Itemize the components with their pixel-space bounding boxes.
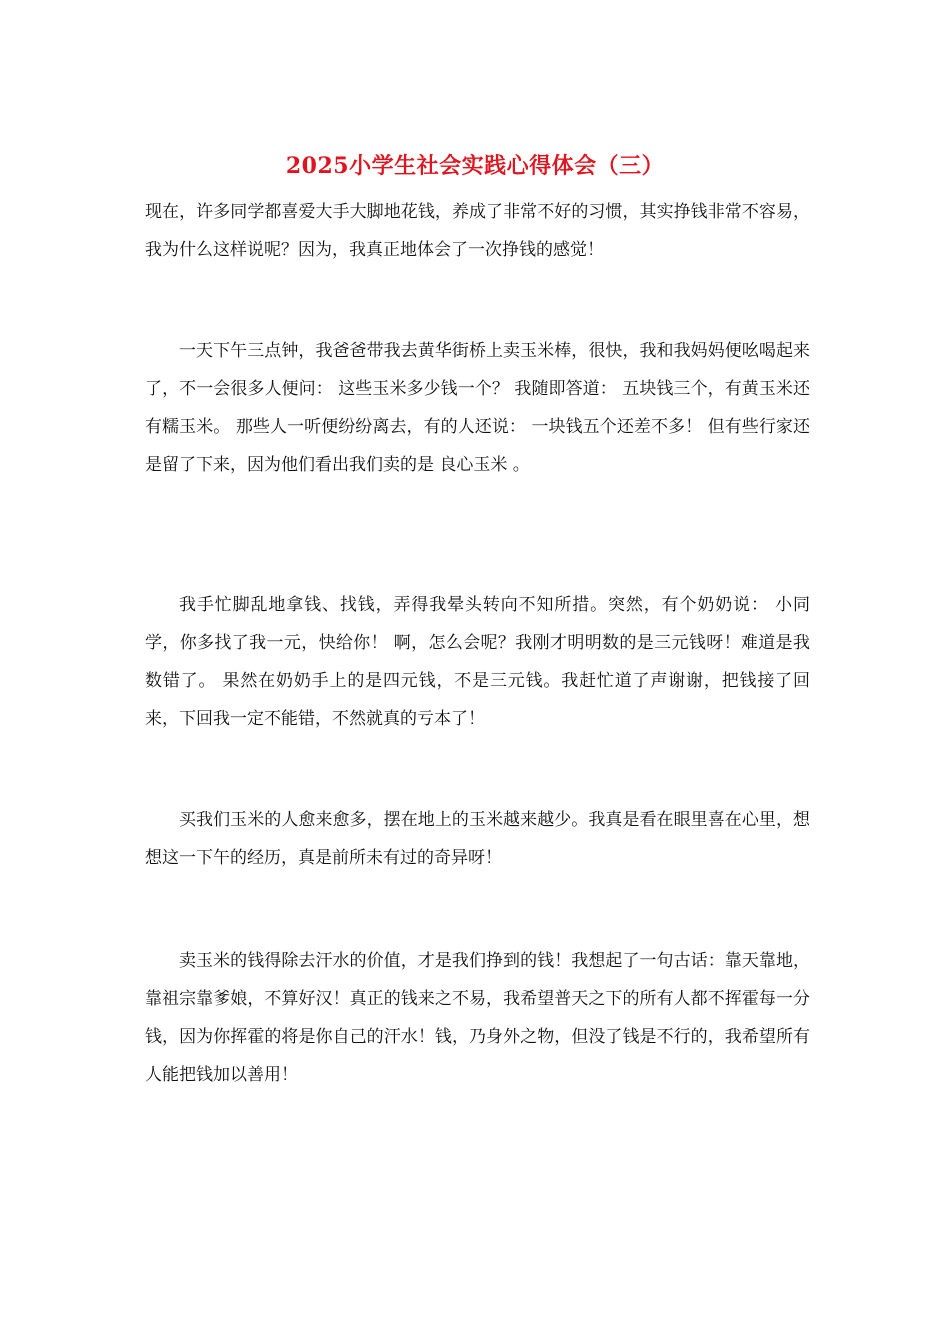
- paragraph-3: 我手忙脚乱地拿钱、找钱，弄得我晕头转向不知所措。突然，有个奶奶说： 小同学，你多找了我一元，快给你！ 啊，怎么会呢？我刚才明明数的是三元钱呀！难道是我数错了。 果然在奶奶手上的是四元钱，不是三元钱。我赶忙道了声谢谢，把钱接了回来，下回我一定不能错，不然就真的亏本了！: [145, 595, 810, 729]
- paragraph-2: 一天下午三点钟，我爸爸带我去黄华街桥上卖玉米棒，很快，我和我妈妈便吆喝起来了，不一会很多人便问： 这些玉米多少钱一个？ 我随即答道： 五块钱三个，有黄玉米还有糯玉米。 那些人一听便纷纷离去，有的人还说： 一块钱五个还差不多！ 但有些行家还是留了下来，因为他们看出我们卖的是 良心玉米 。: [145, 341, 810, 475]
- paragraph-4: 买我们玉米的人愈来愈多，摆在地上的玉米越来越少。我真是看在眼里喜在心里，想想这一下午的经历，真是前所未有过的奇异呀！: [145, 810, 810, 868]
- paragraph-1: 现在，许多同学都喜爱大手大脚地花钱，养成了非常不好的习惯，其实挣钱非常不容易，我为什么这样说呢？因为，我真正地体会了一次挣钱的感觉！: [145, 202, 810, 260]
- paragraph-5: 卖玉米的钱得除去汗水的价值，才是我们挣到的钱！我想起了一句古话：靠天靠地，靠祖宗靠爹娘，不算好汉！真正的钱来之不易，我希望普天之下的所有人都不挥霍每一分钱，因为你挥霍的将是你自己的汗水！钱，乃身外之物，但没了钱是不行的，我希望所有人能把钱加以善用！: [145, 951, 810, 1085]
- document-title: 2025小学生社会实践心得体会（三）: [285, 153, 665, 179]
